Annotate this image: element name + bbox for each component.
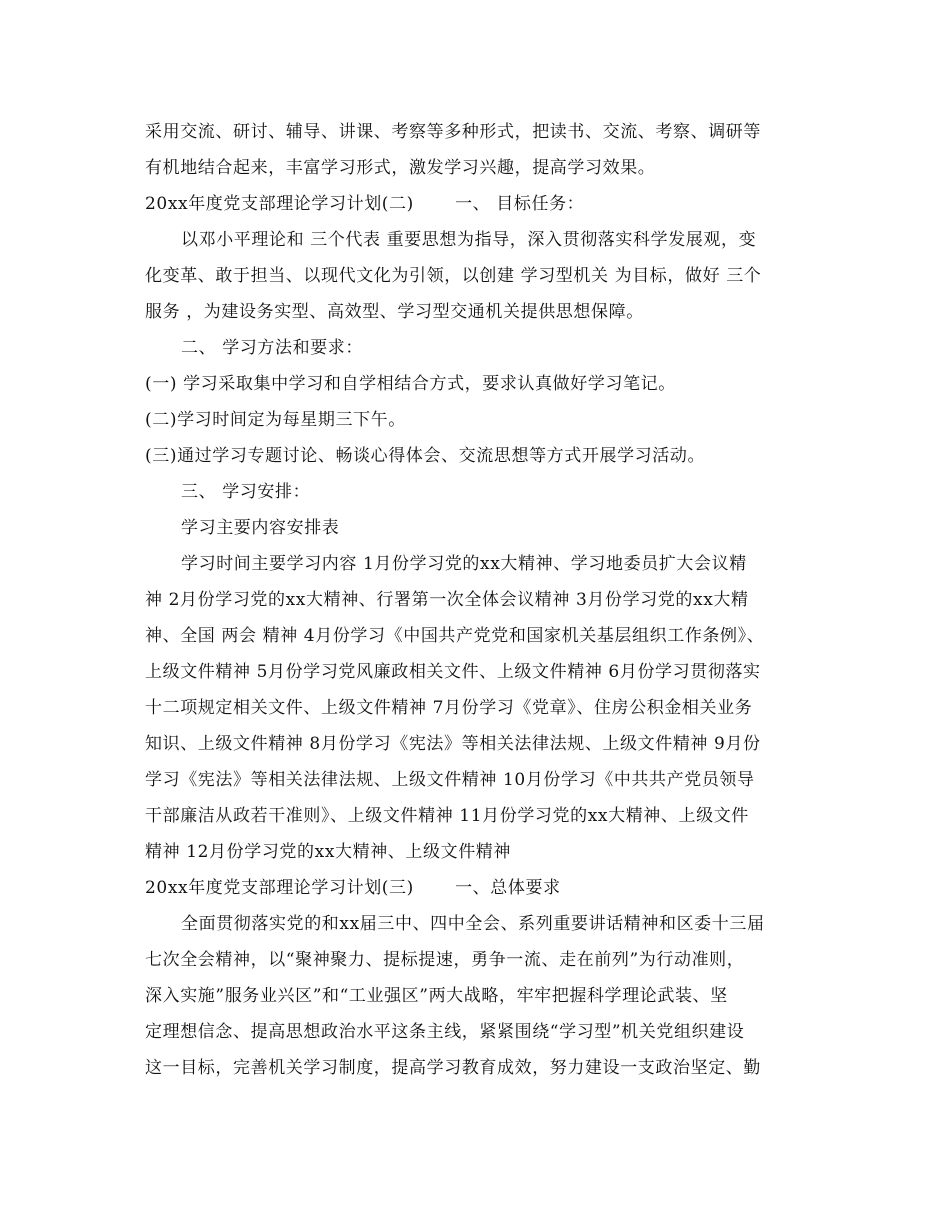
text-line: 这一目标，完善机关学习制度，提高学习教育成效，努力建设一支政治坚定、勤 xyxy=(145,1058,761,1078)
text-line: 全面贯彻落实党的和xx届三中、四中全会、系列重要讲话精神和区委十三届 xyxy=(181,914,765,934)
subsection-heading: 二、 学习方法和要求： xyxy=(181,338,364,358)
section-heading: 20xx年度党支部理论学习计划(三) 一、总体要求 xyxy=(145,878,561,898)
text-line: 学习《宪法》等相关法律法规、上级文件精神 10月份学习《中共共产党员领导 xyxy=(145,770,755,790)
text-line: 干部廉洁从政若干准则》、上级文件精神 11月份学习党的xx大精神、上级文件 xyxy=(145,806,749,826)
text-line: 服务 ，为建设务实型、高效型、学习型交通机关提供思想保障。 xyxy=(145,302,644,322)
text-line: 有机地结合起来，丰富学习形式，激发学习兴趣，提高学习效果。 xyxy=(145,158,656,178)
text-line: 十二项规定相关文件、上级文件精神 7月份学习《党章》、住房公积金相关业务 xyxy=(145,698,753,718)
table-caption: 学习主要内容安排表 xyxy=(181,518,340,538)
text-line: 采用交流、研讨、辅导、讲课、考察等多种形式，把读书、交流、考察、调研等 xyxy=(145,122,761,142)
subsection-heading: 三、 学习安排： xyxy=(181,482,311,502)
text-line: 化变革、敢于担当、以现代文化为引领，以创建 学习型机关 为目标，做好 三个 xyxy=(145,266,762,286)
text-line: 上级文件精神 5月份学习党风廉政相关文件、上级文件精神 6月份学习贯彻落实 xyxy=(145,662,761,682)
text-line: 七次全会精神，以“聚神聚力、提标提速，勇争一流、走在前列”为行动准则， xyxy=(145,950,745,970)
text-line: 精神 12月份学习党的xx大精神、上级文件精神 xyxy=(145,842,512,862)
list-item: (三)通过学习专题讨论、畅谈心得体会、交流思想等方式开展学习活动。 xyxy=(145,446,706,466)
text-line: 知识、上级文件精神 8月份学习《宪法》等相关法律法规、上级文件精神 9月份 xyxy=(145,734,761,754)
section-heading: 20xx年度党支部理论学习计划(二) 一、 目标任务： xyxy=(145,194,585,214)
text-line: 深入实施”服务业兴区”和“工业强区”两大战略，牢牢把握科学理论武装、坚 xyxy=(145,986,728,1006)
list-item: (一) 学习采取集中学习和自学相结合方式，要求认真做好学习笔记。 xyxy=(145,374,676,394)
text-line: 学习时间主要学习内容 1月份学习党的xx大精神、学习地委员扩大会议精 xyxy=(181,554,747,574)
text-line: 以邓小平理论和 三个代表 重要思想为指导，深入贯彻落实科学发展观，变 xyxy=(181,230,757,250)
text-line: 神 2月份学习党的xx大精神、行署第一次全体会议精神 3月份学习党的xx大精 xyxy=(145,590,749,610)
text-line: 定理想信念、提高思想政治水平这条主线，紧紧围绕“学习型”机关党组织建设 xyxy=(145,1022,745,1042)
list-item: (二)学习时间定为每星期三下午。 xyxy=(145,410,406,430)
text-line: 神、全国 两会 精神 4月份学习《中国共产党党和国家机关基层组织工作条例》、 xyxy=(145,626,765,646)
